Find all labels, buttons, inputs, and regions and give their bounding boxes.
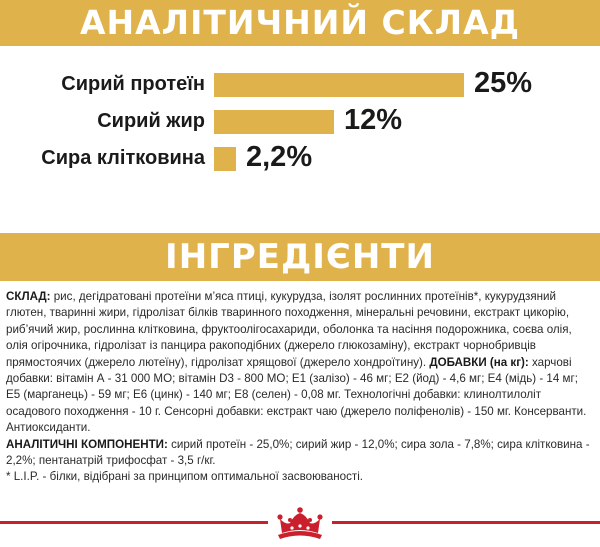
analysis-row-bar (214, 110, 334, 134)
analysis-row-bar (214, 147, 236, 171)
analysis-row (0, 104, 600, 144)
analysis-title: АНАЛІТИЧНИЙ СКЛАД (0, 0, 600, 46)
analysis-row-label: Сира клітковина (41, 147, 205, 169)
analysis-row-bar (214, 73, 464, 97)
additives-heading: ДОБАВКИ (на кг): (429, 355, 529, 369)
analysis-row-label: Сирий жир (97, 110, 205, 132)
analytical-text: сирий протеїн - 25,0%; сирий жир - 12,0%; сира зола - 7,8%; сира клітковина - 2,2%; пентанатрій трифосфат - 3,5 г/кг. (6, 437, 590, 468)
additives-text: харчові добавки: вітамін А - 31 000 МО; вітамін D3 - 800 МО; Е1 (залізо) - 46 мг; Е2 (йод) - 4,6 мг; Е4 (мідь) - 14 мг; Е5 (марганець) - 59 мг; Е6 (цинк) - 140 мг; Е8 (селен) - 0,08 мг. Технологічні добавки: клинолтилоліт осадового походження - 10 г. Сенсорні добавки: екстракт чаю (джерело поліфенолів) - 150 мг. Консерванти. Антиоксиданти. (6, 355, 587, 435)
analysis-row-value: 25% (474, 67, 533, 99)
footnote: * L.I.P. - білки, відібрані за принципом оптимальної засвоюваності. (6, 470, 364, 484)
ingredients-title: ІНГРЕДІЄНТИ (0, 233, 600, 281)
analysis-row-value: 12% (344, 104, 403, 136)
composition-text: рис, дегідратовані протеїни м’яса птиці, кукурудза, ізолят рослинних протеїнів*, кукурудзяний глютен, тваринні жири, гідролізат білків тваринного походження, мінеральні речовини, екстракт цикорію, риб’ячий жир, рослинна клітковина, фруктоолігосахариди, оболонка та насіння подорожника, соєва олія, олія огірочника, гідролізат із панцира ракоподібних (джерело глюкозаміну), екстракт чорнобривців прямостоячих (джерело лютеїну), гідролізат хрящової (джерело хондроїтину). (6, 290, 572, 369)
royal-canin-crown-icon (268, 505, 332, 542)
analysis-row (0, 67, 600, 107)
analysis-row-value: 2,2% (246, 141, 313, 173)
ingredients-text (6, 289, 592, 486)
composition-heading: СКЛАД: (6, 290, 51, 303)
analysis-row (0, 141, 600, 181)
analysis-row-label: Сирий протеїн (61, 73, 205, 95)
analytical-heading: АНАЛІТИЧНІ КОМПОНЕНТИ: (6, 437, 168, 451)
